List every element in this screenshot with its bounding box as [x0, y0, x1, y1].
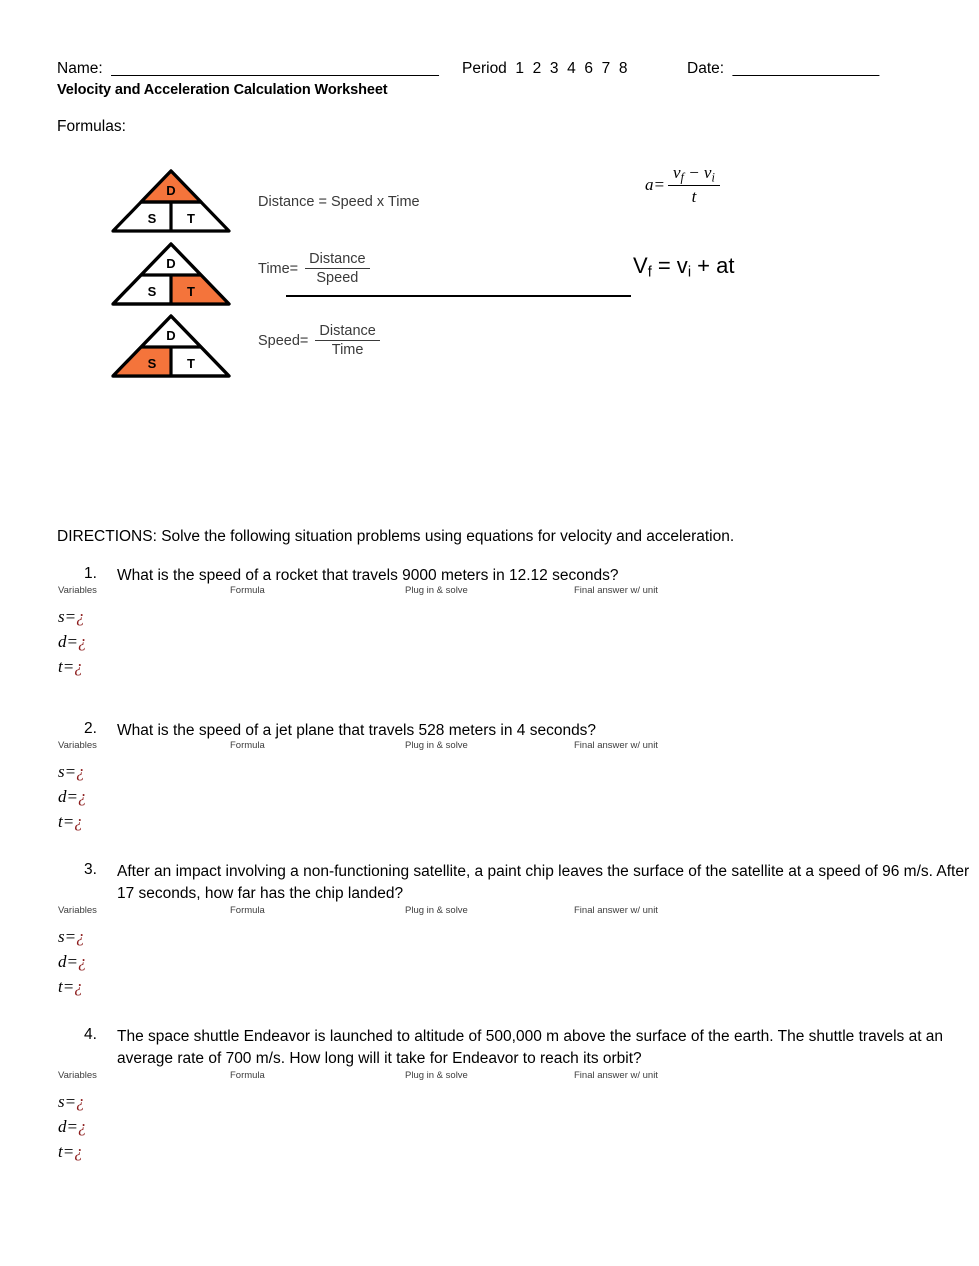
variable-speed-row[interactable]: s=¿	[58, 927, 85, 946]
time-equation-lead: Time=	[258, 260, 299, 277]
question-1-text: What is the speed of a rocket that travels 9000 meters in 12.12 seconds?	[117, 567, 619, 584]
col-header-final-answer: Final answer w/ unit	[574, 740, 658, 751]
blank-answer-glyph: ¿	[74, 1141, 83, 1161]
time-numerator: Distance	[309, 251, 366, 267]
col-header-variables: Variables	[58, 585, 97, 596]
question-2-variables[interactable]	[58, 760, 86, 835]
question-3-text: After an impact involving a non-functioning satellite, a paint chip leaves the surface of the satellite at a speed of 96 m/s. After 17 seconds, how far has the chip landed?	[117, 863, 970, 903]
time-fraction	[305, 251, 369, 286]
speed-fraction-bar	[315, 340, 379, 341]
variable-distance-row[interactable]: d=¿	[58, 1116, 87, 1136]
acceleration-fraction-bar	[668, 185, 720, 186]
formula-triangle-row-2	[110, 241, 640, 309]
formula-triangle-row-3	[110, 313, 640, 381]
blank-answer-glyph: ¿	[74, 656, 83, 676]
dst-triangle-distance	[110, 168, 232, 234]
dst-triangle-time	[110, 241, 232, 307]
name-field-label: Name: ______________________________________	[57, 60, 439, 77]
period-selector[interactable]: Period 1 2 3 4 6 7 8	[462, 60, 628, 77]
col-header-variables: Variables	[58, 1070, 97, 1081]
variable-time-row[interactable]: t=¿	[58, 656, 83, 676]
question-1-variables[interactable]	[58, 605, 86, 680]
dst-triangle-speed	[110, 313, 232, 379]
variable-time-row[interactable]: t=¿	[58, 976, 83, 996]
variable-speed-row[interactable]: s=¿	[58, 762, 85, 781]
time-denominator: Speed	[316, 270, 359, 287]
question-3-number: 3.	[84, 861, 97, 878]
speed-equation	[258, 323, 380, 358]
horizontal-divider-rule	[286, 295, 631, 297]
acceleration-fraction	[668, 163, 720, 207]
question-4-text: The space shuttle Endeavor is launched to altitude of 500,000 m above the surface of the earth. The shuttle travels at an average rate of 700 m/s. How long will it take for Endeavor to reach its orbit?	[117, 1028, 944, 1068]
svg-text:D: D	[166, 328, 176, 343]
svg-text:S: S	[147, 356, 157, 371]
col-header-final-answer: Final answer w/ unit	[574, 585, 658, 596]
blank-answer-glyph: ¿	[77, 631, 87, 651]
col-header-formula: Formula	[230, 740, 265, 751]
blank-answer-glyph: ¿	[74, 811, 83, 831]
speed-numerator: Distance	[319, 323, 376, 339]
directions-text: DIRECTIONS: Solve the following situation problems using equations for velocity and acceleration.	[57, 528, 735, 545]
col-header-variables: Variables	[58, 740, 97, 751]
col-header-final-answer: Final answer w/ unit	[574, 905, 658, 916]
col-header-formula: Formula	[230, 905, 265, 916]
col-header-formula: Formula	[230, 1070, 265, 1081]
variable-distance-row[interactable]: d=¿	[58, 951, 87, 971]
acceleration-formula	[645, 163, 720, 207]
question-3-column-headers	[58, 905, 878, 919]
question-1-column-headers	[58, 585, 878, 599]
svg-text:T: T	[187, 284, 195, 299]
question-4-column-headers	[58, 1070, 878, 1084]
blank-answer-glyph: ¿	[77, 786, 87, 806]
speed-fraction	[315, 323, 379, 358]
acceleration-lead: a=	[645, 175, 665, 195]
svg-text:S: S	[147, 211, 157, 226]
variable-time-row[interactable]: t=¿	[58, 1141, 83, 1161]
blank-answer-glyph: ¿	[76, 1092, 85, 1111]
variable-distance-row[interactable]: d=¿	[58, 786, 87, 806]
svg-text:T: T	[187, 211, 195, 226]
variable-speed-row[interactable]: s=¿	[58, 607, 85, 626]
variable-distance-row[interactable]: d=¿	[58, 631, 87, 651]
page-title: Velocity and Acceleration Calculation Worksheet	[57, 82, 388, 98]
svg-text:T: T	[187, 356, 195, 371]
formula-triangles-block	[110, 168, 640, 383]
col-header-plug-in-solve: Plug in & solve	[405, 905, 468, 916]
svg-text:D: D	[166, 183, 176, 198]
speed-equation-lead: Speed=	[258, 332, 309, 349]
acceleration-denominator: t	[691, 187, 697, 207]
col-header-final-answer: Final answer w/ unit	[574, 1070, 658, 1081]
col-header-plug-in-solve: Plug in & solve	[405, 1070, 468, 1081]
svg-text:D: D	[166, 256, 176, 271]
svg-text:S: S	[147, 284, 157, 299]
question-1-number: 1.	[84, 565, 97, 582]
blank-answer-glyph: ¿	[76, 607, 85, 626]
blank-answer-glyph: ¿	[76, 927, 85, 946]
formula-triangle-row-1	[110, 168, 640, 236]
acceleration-numerator: $v_f - v_i$	[672, 163, 715, 185]
question-2-number: 2.	[84, 720, 97, 737]
question-4-number: 4.	[84, 1026, 97, 1043]
question-4-variables[interactable]	[58, 1090, 86, 1165]
variable-time-row[interactable]: t=¿	[58, 811, 83, 831]
question-2-column-headers	[58, 740, 878, 754]
question-2-text: What is the speed of a jet plane that travels 528 meters in 4 seconds?	[117, 722, 597, 739]
final-velocity-formula: $V_f = v_i$ + at	[633, 253, 735, 281]
col-header-plug-in-solve: Plug in & solve	[405, 740, 468, 751]
col-header-variables: Variables	[58, 905, 97, 916]
header-row	[57, 60, 937, 80]
col-header-plug-in-solve: Plug in & solve	[405, 585, 468, 596]
blank-answer-glyph: ¿	[77, 1116, 87, 1136]
speed-denominator: Time	[331, 342, 364, 359]
time-equation	[258, 251, 370, 286]
blank-answer-glyph: ¿	[76, 762, 85, 781]
question-3-variables[interactable]	[58, 925, 86, 1000]
time-fraction-bar	[305, 268, 369, 269]
date-field-label: Date: _________________	[687, 60, 880, 77]
distance-equation: Distance = Speed x Time	[258, 194, 420, 210]
formulas-section-label: Formulas:	[57, 118, 126, 135]
variable-speed-row[interactable]: s=¿	[58, 1092, 85, 1111]
col-header-formula: Formula	[230, 585, 265, 596]
blank-answer-glyph: ¿	[74, 976, 83, 996]
blank-answer-glyph: ¿	[77, 951, 87, 971]
